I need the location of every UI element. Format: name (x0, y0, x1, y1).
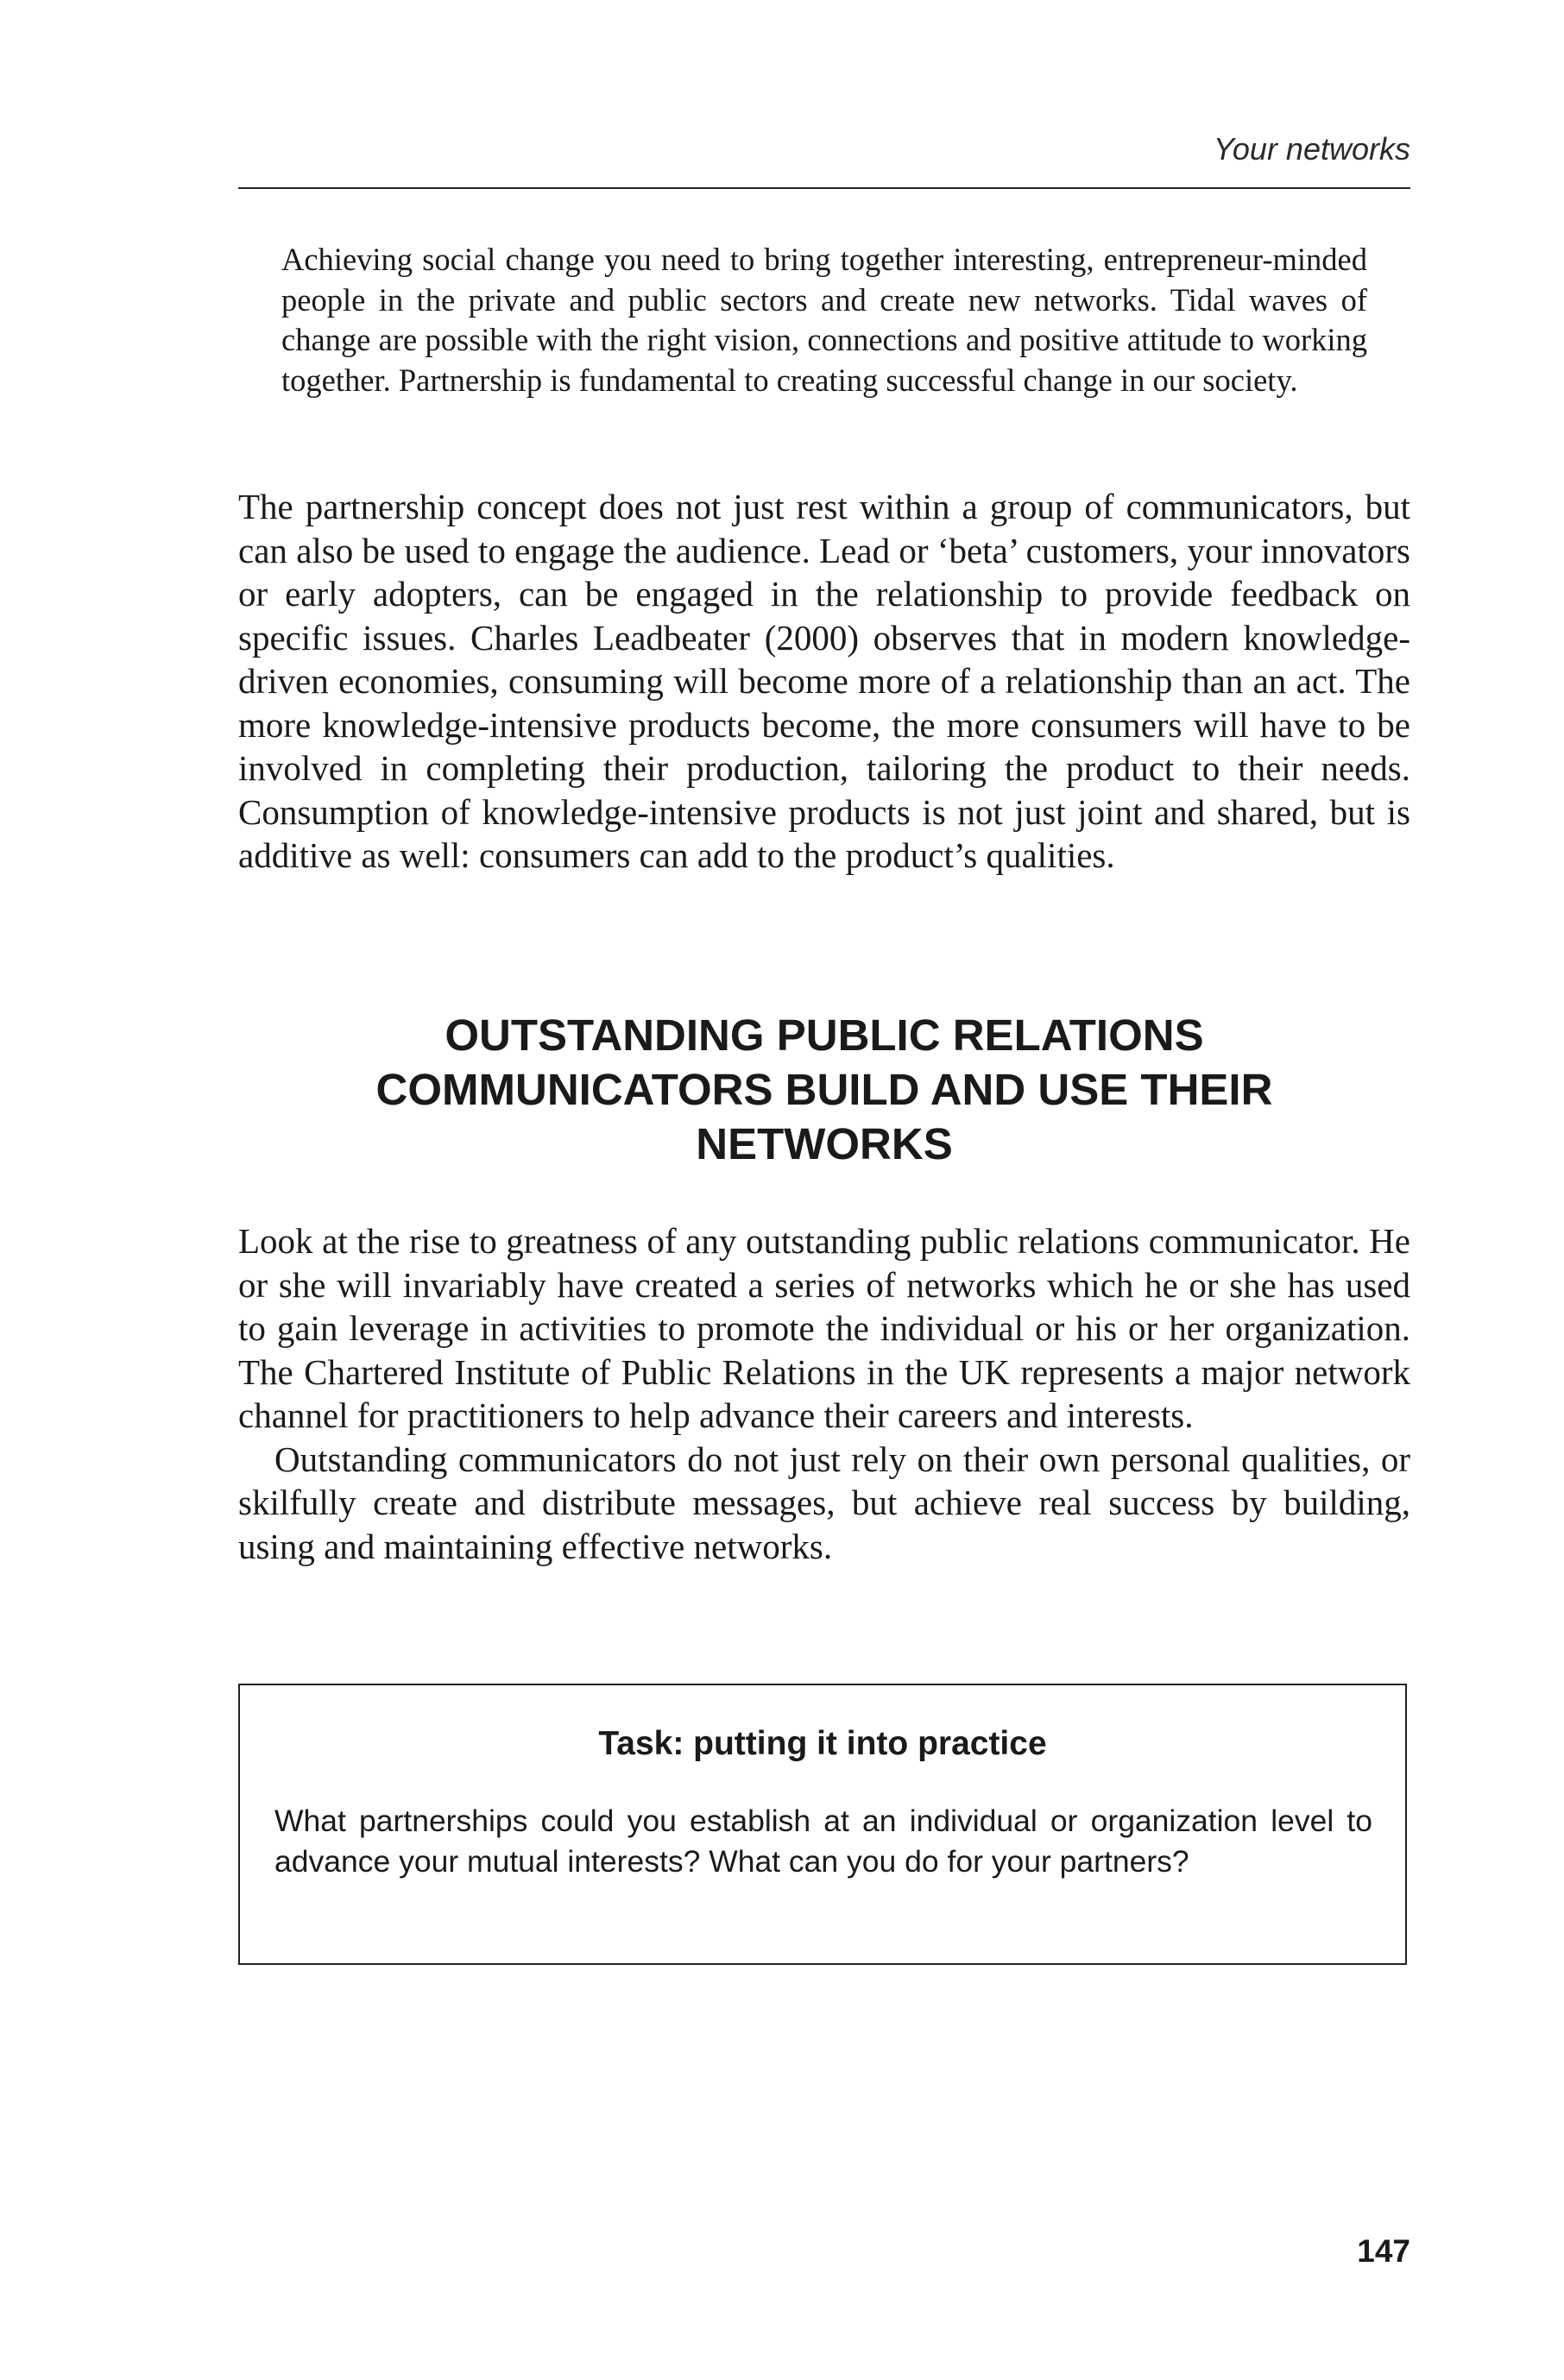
section-heading-line: NETWORKS (696, 1119, 953, 1168)
section-heading-line: OUTSTANDING PUBLIC RELATIONS (445, 1011, 1204, 1060)
section-heading-line: COMMUNICATORS BUILD AND USE THEIR (375, 1065, 1273, 1114)
task-box-body: What partnerships could you establish at an individual or organization level to advance your mutual interests? What can you do for your partners? (274, 1804, 1372, 1879)
task-box-title: Task: putting it into practice (598, 1725, 1047, 1762)
task-box (238, 1684, 1407, 1965)
body-paragraph: Outstanding communicators do not just rely on their own personal qualities, or skilfully create and distribute messages, but achieve real success by building, using and maintaining effective networks. (238, 1439, 1410, 1566)
body-section-1 (238, 485, 1410, 878)
header-rule (238, 187, 1410, 189)
block-quote: Achieving social change you need to bring together interesting, entrepreneur-minded people in the private and public sectors and create new networks. Tidal waves of change are possible with the right vision, connections and positive attitude to working together. Partnership is fundamental to creating successful change in our society. (281, 242, 1367, 398)
body-paragraph: The partnership concept does not just rest within a group of communicators, but can also be used to engage the audience. Lead or ‘beta’ customers, your innovators or early adopters, can be engaged in the relationship to provide feedback on specific issues. Charles Leadbeater (2000) observes that in modern knowledge-driven economies, consuming will become more of a relationship than an act. The more knowledge-intensive products become, the more consumers will have to be involved in completing their production, tailoring the product to their needs. Consumption of knowledge-intensive products is not just joint and shared, but is additive as well: consumers can add to the product’s qualities. (238, 487, 1410, 875)
body-section-2 (238, 1219, 1410, 1568)
running-header: Your networks (1213, 131, 1410, 167)
section-heading (238, 1008, 1410, 1171)
page-number: 147 (1357, 2233, 1410, 2269)
body-paragraph: Look at the rise to greatness of any outstanding public relations communicator. He or she will invariably have created a series of networks which he or she has used to gain leverage in activities to promote the individual or his or her organization. The Chartered Institute of Public Relations in the UK represents a major network channel for practitioners to help advance their careers and interests. (238, 1221, 1410, 1435)
